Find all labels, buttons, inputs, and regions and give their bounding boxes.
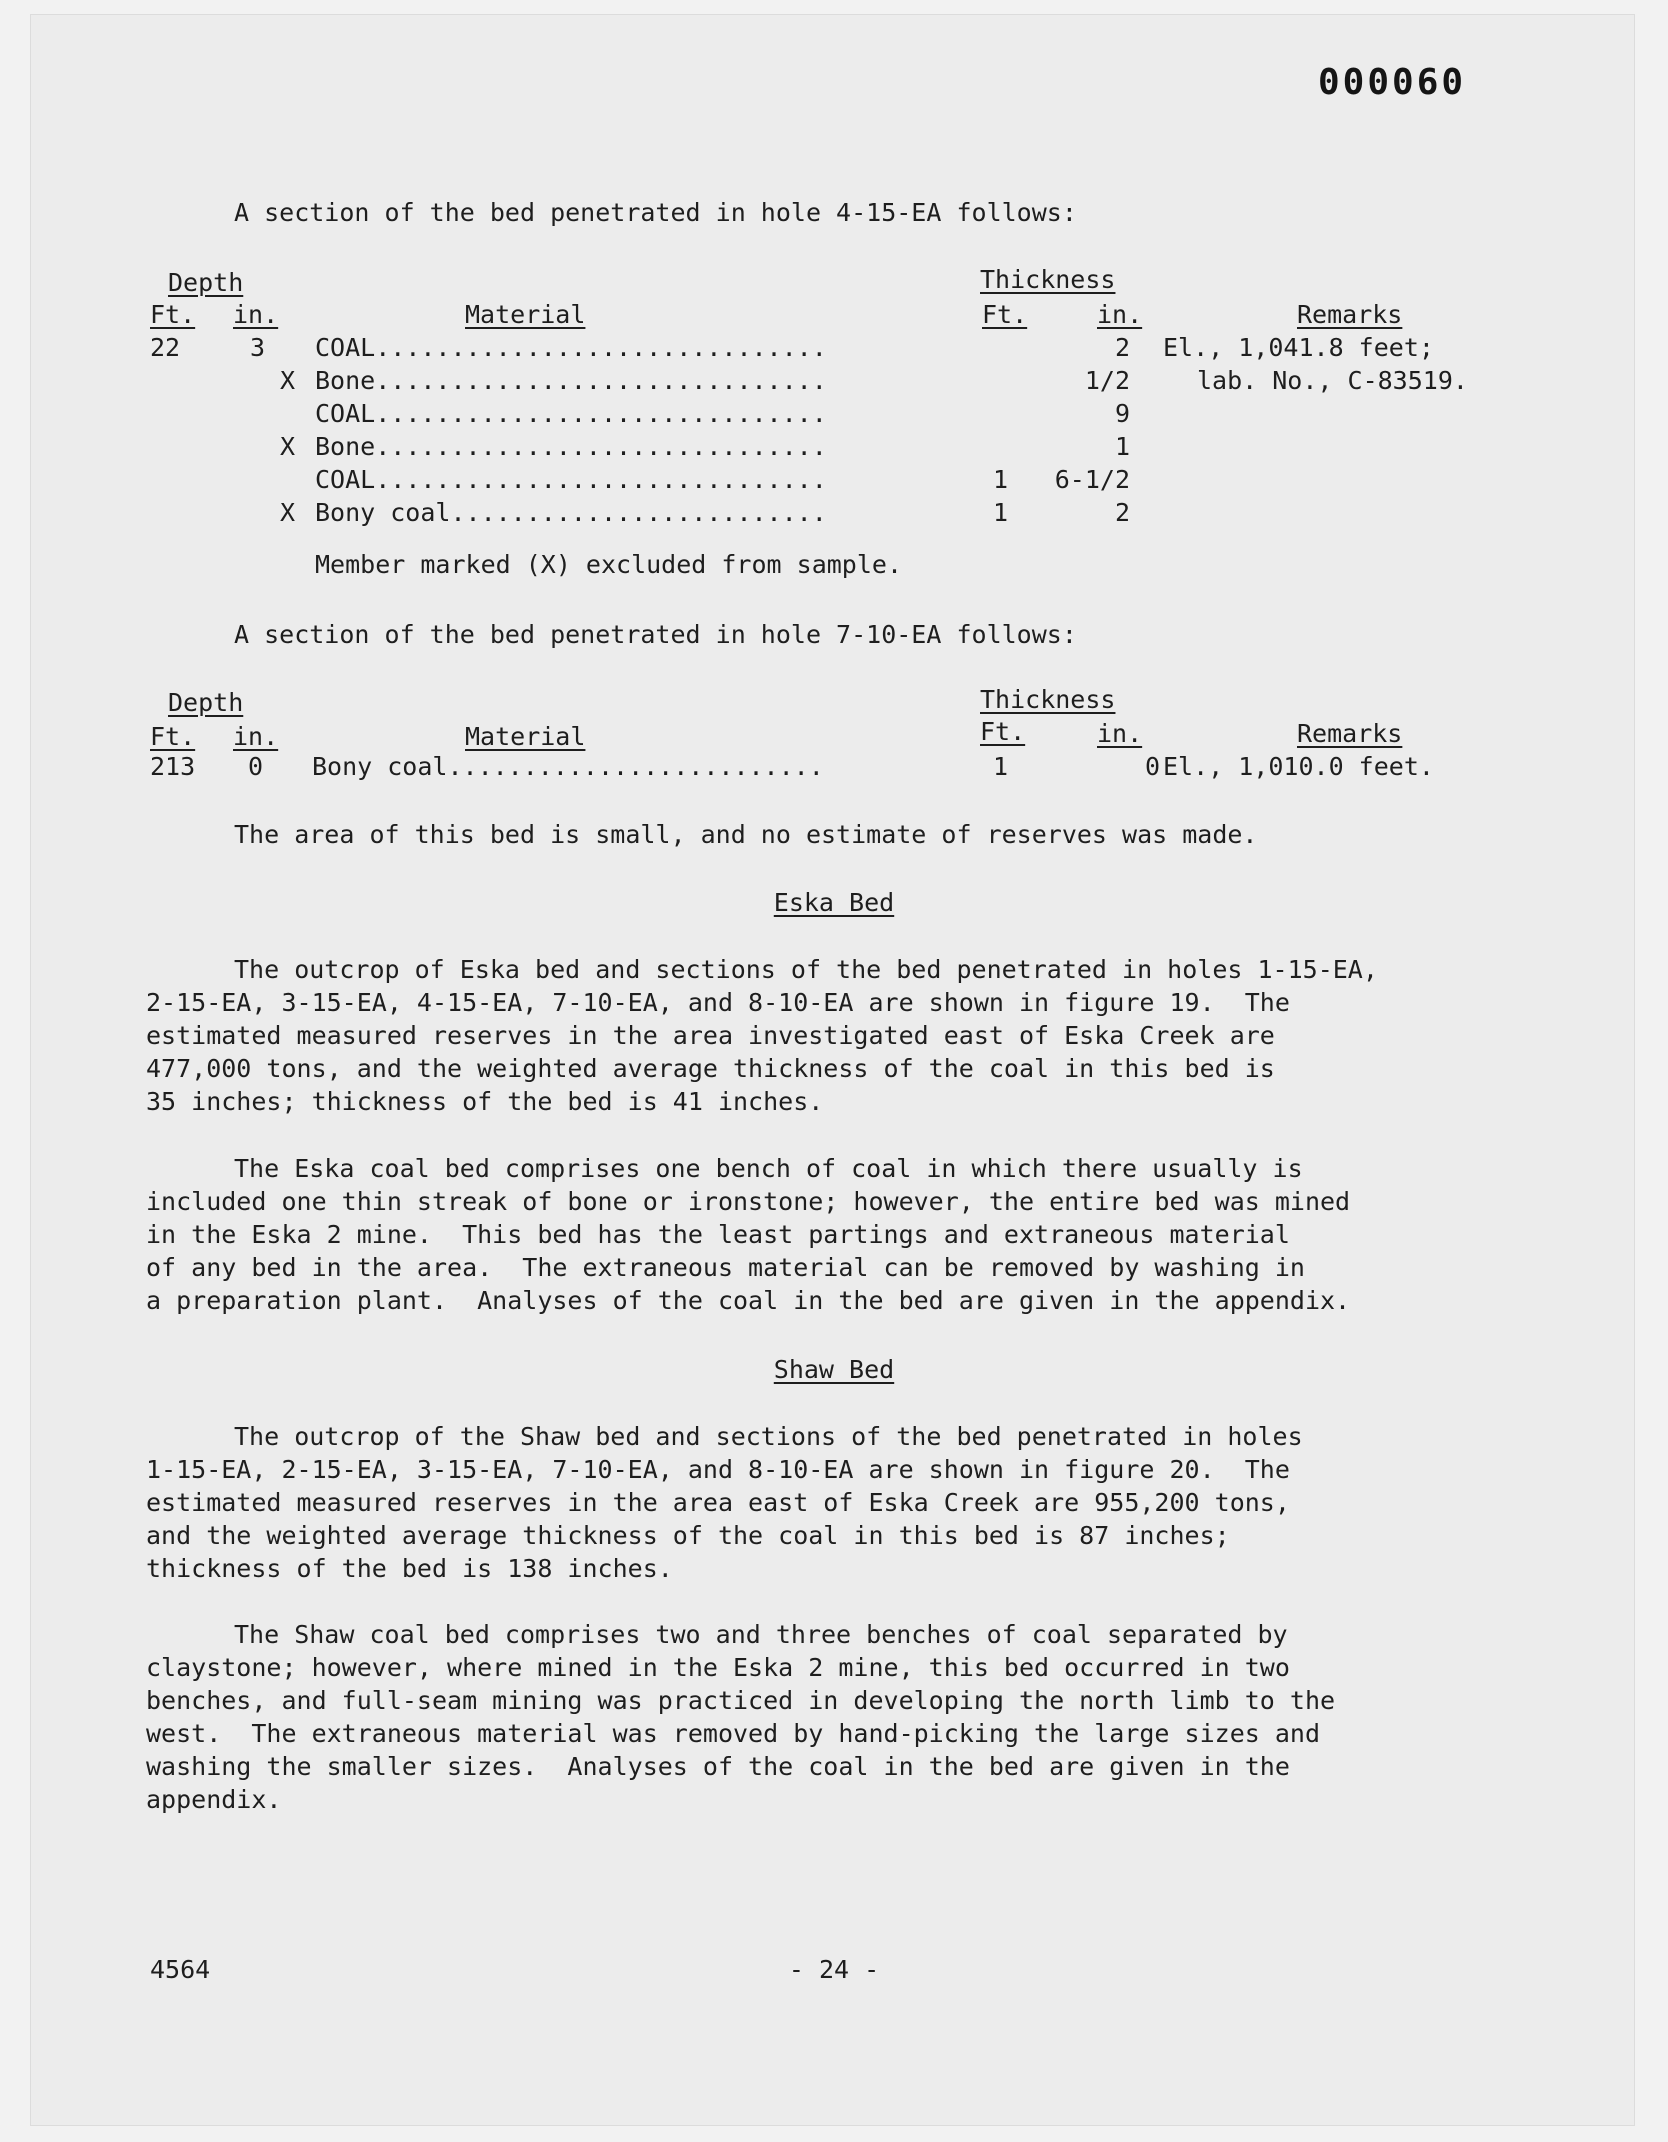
document-number: 000060 — [1318, 62, 1467, 103]
table-row-material: COAL.............................. — [315, 465, 827, 494]
section2-row-thickness-ft: 1 — [992, 752, 1008, 781]
shaw-paragraph-1 — [146, 1420, 1506, 1585]
section2-depth-in-header: in. — [233, 722, 279, 751]
section2-row-depth-in: 0 — [248, 752, 264, 781]
table-row-depth-ft: 22 — [150, 333, 181, 362]
footer-report-number: 4564 — [150, 1955, 211, 1984]
table-row-material: Bone.............................. — [315, 366, 827, 395]
table-row-material: COAL.............................. — [315, 399, 827, 428]
table-row-thickness-in: 1/2 — [1084, 366, 1130, 395]
section2-thickness-header: Thickness — [980, 685, 1116, 714]
paragraph-line: 477,000 tons, and the weighted average thickness of the coal in this bed is — [146, 1054, 1275, 1083]
table-row-thickness-in: 2 — [1114, 333, 1130, 362]
section1-thickness-ft-header: Ft. — [982, 300, 1028, 329]
paragraph-line: The Eska coal bed comprises one bench of coal in which there usually is — [234, 1154, 1303, 1183]
eska-paragraph-1 — [146, 953, 1506, 1118]
paragraph-line: 1-15-EA, 2-15-EA, 3-15-EA, 7-10-EA, and 8-10-EA are shown in figure 20. The — [146, 1455, 1290, 1484]
section2-row-material: Bony coal......................... — [312, 752, 824, 781]
paragraph-line: 35 inches; thickness of the bed is 41 inches. — [146, 1087, 824, 1116]
eska-heading: Eska Bed — [773, 888, 895, 917]
paragraph-line: thickness of the bed is 138 inches. — [146, 1554, 673, 1583]
paragraph-line: The outcrop of the Shaw bed and sections of the bed penetrated in holes — [234, 1422, 1303, 1451]
table-row-thickness-in: 1 — [1114, 432, 1130, 461]
section2-depth-ft-header: Ft. — [150, 722, 196, 751]
page-number: - 24 - — [788, 1955, 880, 1984]
section1-intro: A section of the bed penetrated in hole 4-15-EA follows: — [234, 198, 1077, 227]
table-row-material: Bony coal......................... — [315, 498, 827, 527]
paragraph-line: in the Eska 2 mine. This bed has the least partings and extraneous material — [146, 1220, 1290, 1249]
table-row-thickness-ft: 1 — [992, 465, 1008, 494]
table-row-material: Bone.............................. — [315, 432, 827, 461]
table-row-material: COAL.............................. — [315, 333, 827, 362]
paragraph-line: 2-15-EA, 3-15-EA, 4-15-EA, 7-10-EA, and 8-10-EA are shown in figure 19. The — [146, 988, 1290, 1017]
table-row-remarks: lab. No., C-83519. — [1197, 366, 1468, 395]
paragraph-line: The outcrop of Eska bed and sections of the bed penetrated in holes 1-15-EA, — [234, 955, 1378, 984]
section2-thickness-ft-header: Ft. — [980, 717, 1026, 746]
shaw-heading: Shaw Bed — [773, 1355, 895, 1384]
table-row-depth-in: 3 — [250, 333, 266, 362]
section2-depth-header: Depth — [168, 688, 244, 717]
section1-depth-ft-header: Ft. — [150, 300, 196, 329]
paragraph-line: estimated measured reserves in the area east of Eska Creek are 955,200 tons, — [146, 1488, 1290, 1517]
section1-thickness-in-header: in. — [1097, 300, 1143, 329]
table-row-excluded-mark: X — [280, 366, 296, 395]
paragraph-line: estimated measured reserves in the area investigated east of Eska Creek are — [146, 1021, 1275, 1050]
section1-note: Member marked (X) excluded from sample. — [315, 550, 902, 579]
table-row-thickness-in: 9 — [1114, 399, 1130, 428]
paragraph-line: washing the smaller sizes. Analyses of the coal in the bed are given in the — [146, 1752, 1290, 1781]
paragraph-line: west. The extraneous material was removed by hand-picking the large sizes and — [146, 1719, 1320, 1748]
section1-material-header: Material — [465, 300, 586, 329]
table-row-remarks: El., 1,041.8 feet; — [1163, 333, 1434, 362]
section2-after: The area of this bed is small, and no estimate of reserves was made. — [234, 820, 1258, 849]
section1-depth-header: Depth — [168, 268, 244, 297]
table-row-excluded-mark: X — [280, 432, 296, 461]
section2-thickness-in-header: in. — [1097, 719, 1143, 748]
table-row-thickness-in: 2 — [1114, 498, 1130, 527]
section2-row-thickness-in: 0 — [1144, 752, 1160, 781]
section2-remarks-header: Remarks — [1297, 719, 1403, 748]
section1-depth-in-header: in. — [233, 300, 279, 329]
section2-material-header: Material — [465, 722, 586, 751]
section2-row-remarks: El., 1,010.0 feet. — [1163, 752, 1434, 781]
paragraph-line: of any bed in the area. The extraneous material can be removed by washing in — [146, 1253, 1305, 1282]
shaw-paragraph-2 — [146, 1618, 1506, 1816]
paragraph-line: claystone; however, where mined in the Eska 2 mine, this bed occurred in two — [146, 1653, 1290, 1682]
section2-intro: A section of the bed penetrated in hole 7-10-EA follows: — [234, 620, 1077, 649]
paragraph-line: The Shaw coal bed comprises two and three benches of coal separated by — [234, 1620, 1288, 1649]
paragraph-line: a preparation plant. Analyses of the coal in the bed are given in the appendix. — [146, 1286, 1351, 1315]
paragraph-line: appendix. — [146, 1785, 282, 1814]
section1-remarks-header: Remarks — [1297, 300, 1403, 329]
eska-paragraph-2 — [146, 1152, 1506, 1317]
table-row-thickness-ft: 1 — [992, 498, 1008, 527]
section2-row-depth-ft: 213 — [150, 752, 196, 781]
paragraph-line: included one thin streak of bone or ironstone; however, the entire bed was mined — [146, 1187, 1351, 1216]
table-row-excluded-mark: X — [280, 498, 296, 527]
paragraph-line: benches, and full-seam mining was practiced in developing the north limb to the — [146, 1686, 1336, 1715]
section1-thickness-header: Thickness — [980, 265, 1116, 294]
table-row-thickness-in: 6-1/2 — [1054, 465, 1130, 494]
paragraph-line: and the weighted average thickness of the coal in this bed is 87 inches; — [146, 1521, 1230, 1550]
